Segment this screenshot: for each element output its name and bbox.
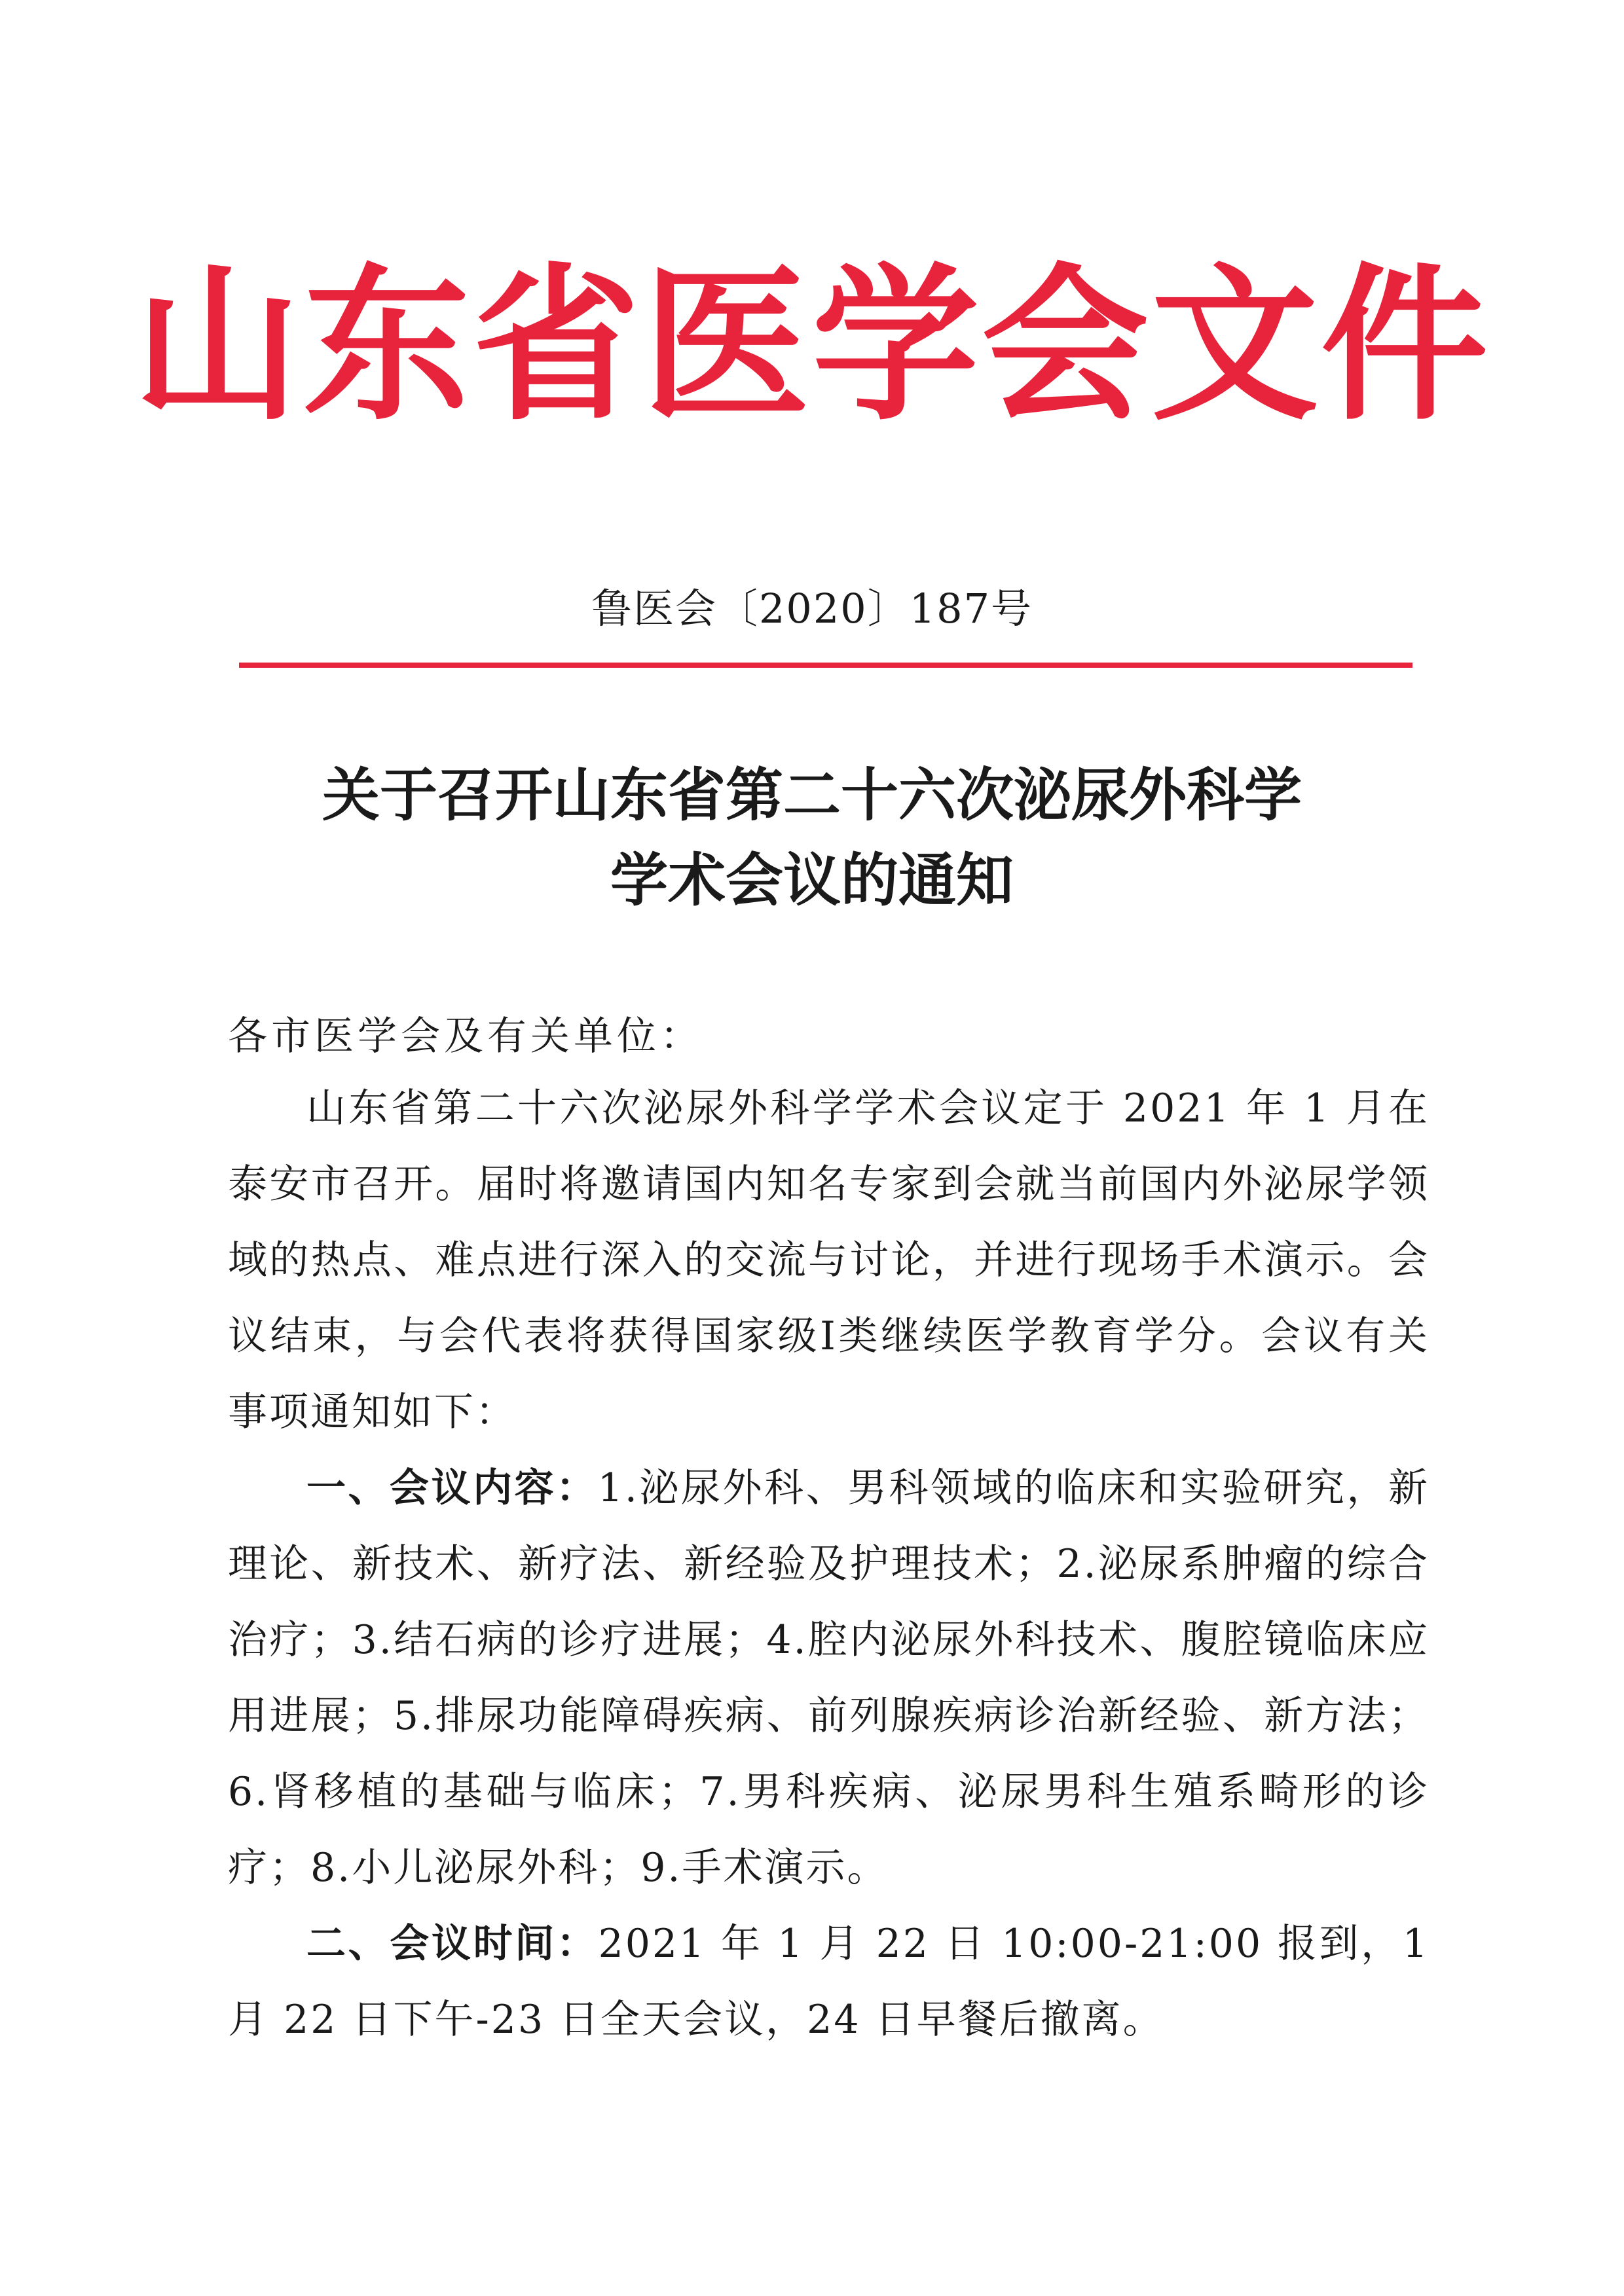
notice-title-line-2: 学术会议的通知: [610, 847, 1014, 914]
section-content-paragraph: [228, 1450, 1430, 1906]
notice-title-line-1: 关于召开山东省第二十六次泌尿外科学: [322, 761, 1302, 829]
section-time-label: 二、会议时间：: [306, 1921, 599, 1967]
section-content-label: 一、会议内容：: [306, 1465, 598, 1511]
intro-paragraph: 山东省第二十六次泌尿外科学学术会议定于 2021 年 1 月在泰安市召开。届时将邀请国内知名专家到会就当前国内外泌尿学领域的热点、难点进行深入的交流与讨论，并进行现场手术演示。会议结束，与会代表将获得国家级Ⅰ类继续医学教育学分。会议有关事项通知如下：: [228, 1085, 1430, 1435]
document-masthead: 山东省医学会文件: [133, 247, 1490, 443]
notice-title: [0, 753, 1624, 923]
section-content-text: 1.泌尿外科、男科领域的临床和实验研究，新理论、新技术、新疗法、新经验及护理技术；2.泌尿系肿瘤的综合治疗；3.结石病的诊疗进展；4.腔内泌尿外科技术、腹腔镜临床应用进展；5.排尿功能障碍疾病、前列腺疾病诊治新经验、新方法；6.肾移植的基础与临床；7.男科疾病、泌尿男科生殖系畸形的诊疗；8.小儿泌尿外科；9.手术演示。: [228, 1465, 1430, 1891]
section-time-text: 2021 年 1 月 22 日 10:00-21:00 报到，1 月 22 日下午-23 日全天会议，24 日早餐后撤离。: [228, 1921, 1430, 2043]
document-number: 鲁医会〔2020〕187号: [591, 585, 1033, 632]
notice-body: [228, 1070, 1430, 2058]
salutation: 各市医学会及有关单位：: [228, 1013, 703, 1059]
section-time-paragraph: [228, 1906, 1430, 2058]
red-divider-rule: [239, 663, 1412, 668]
